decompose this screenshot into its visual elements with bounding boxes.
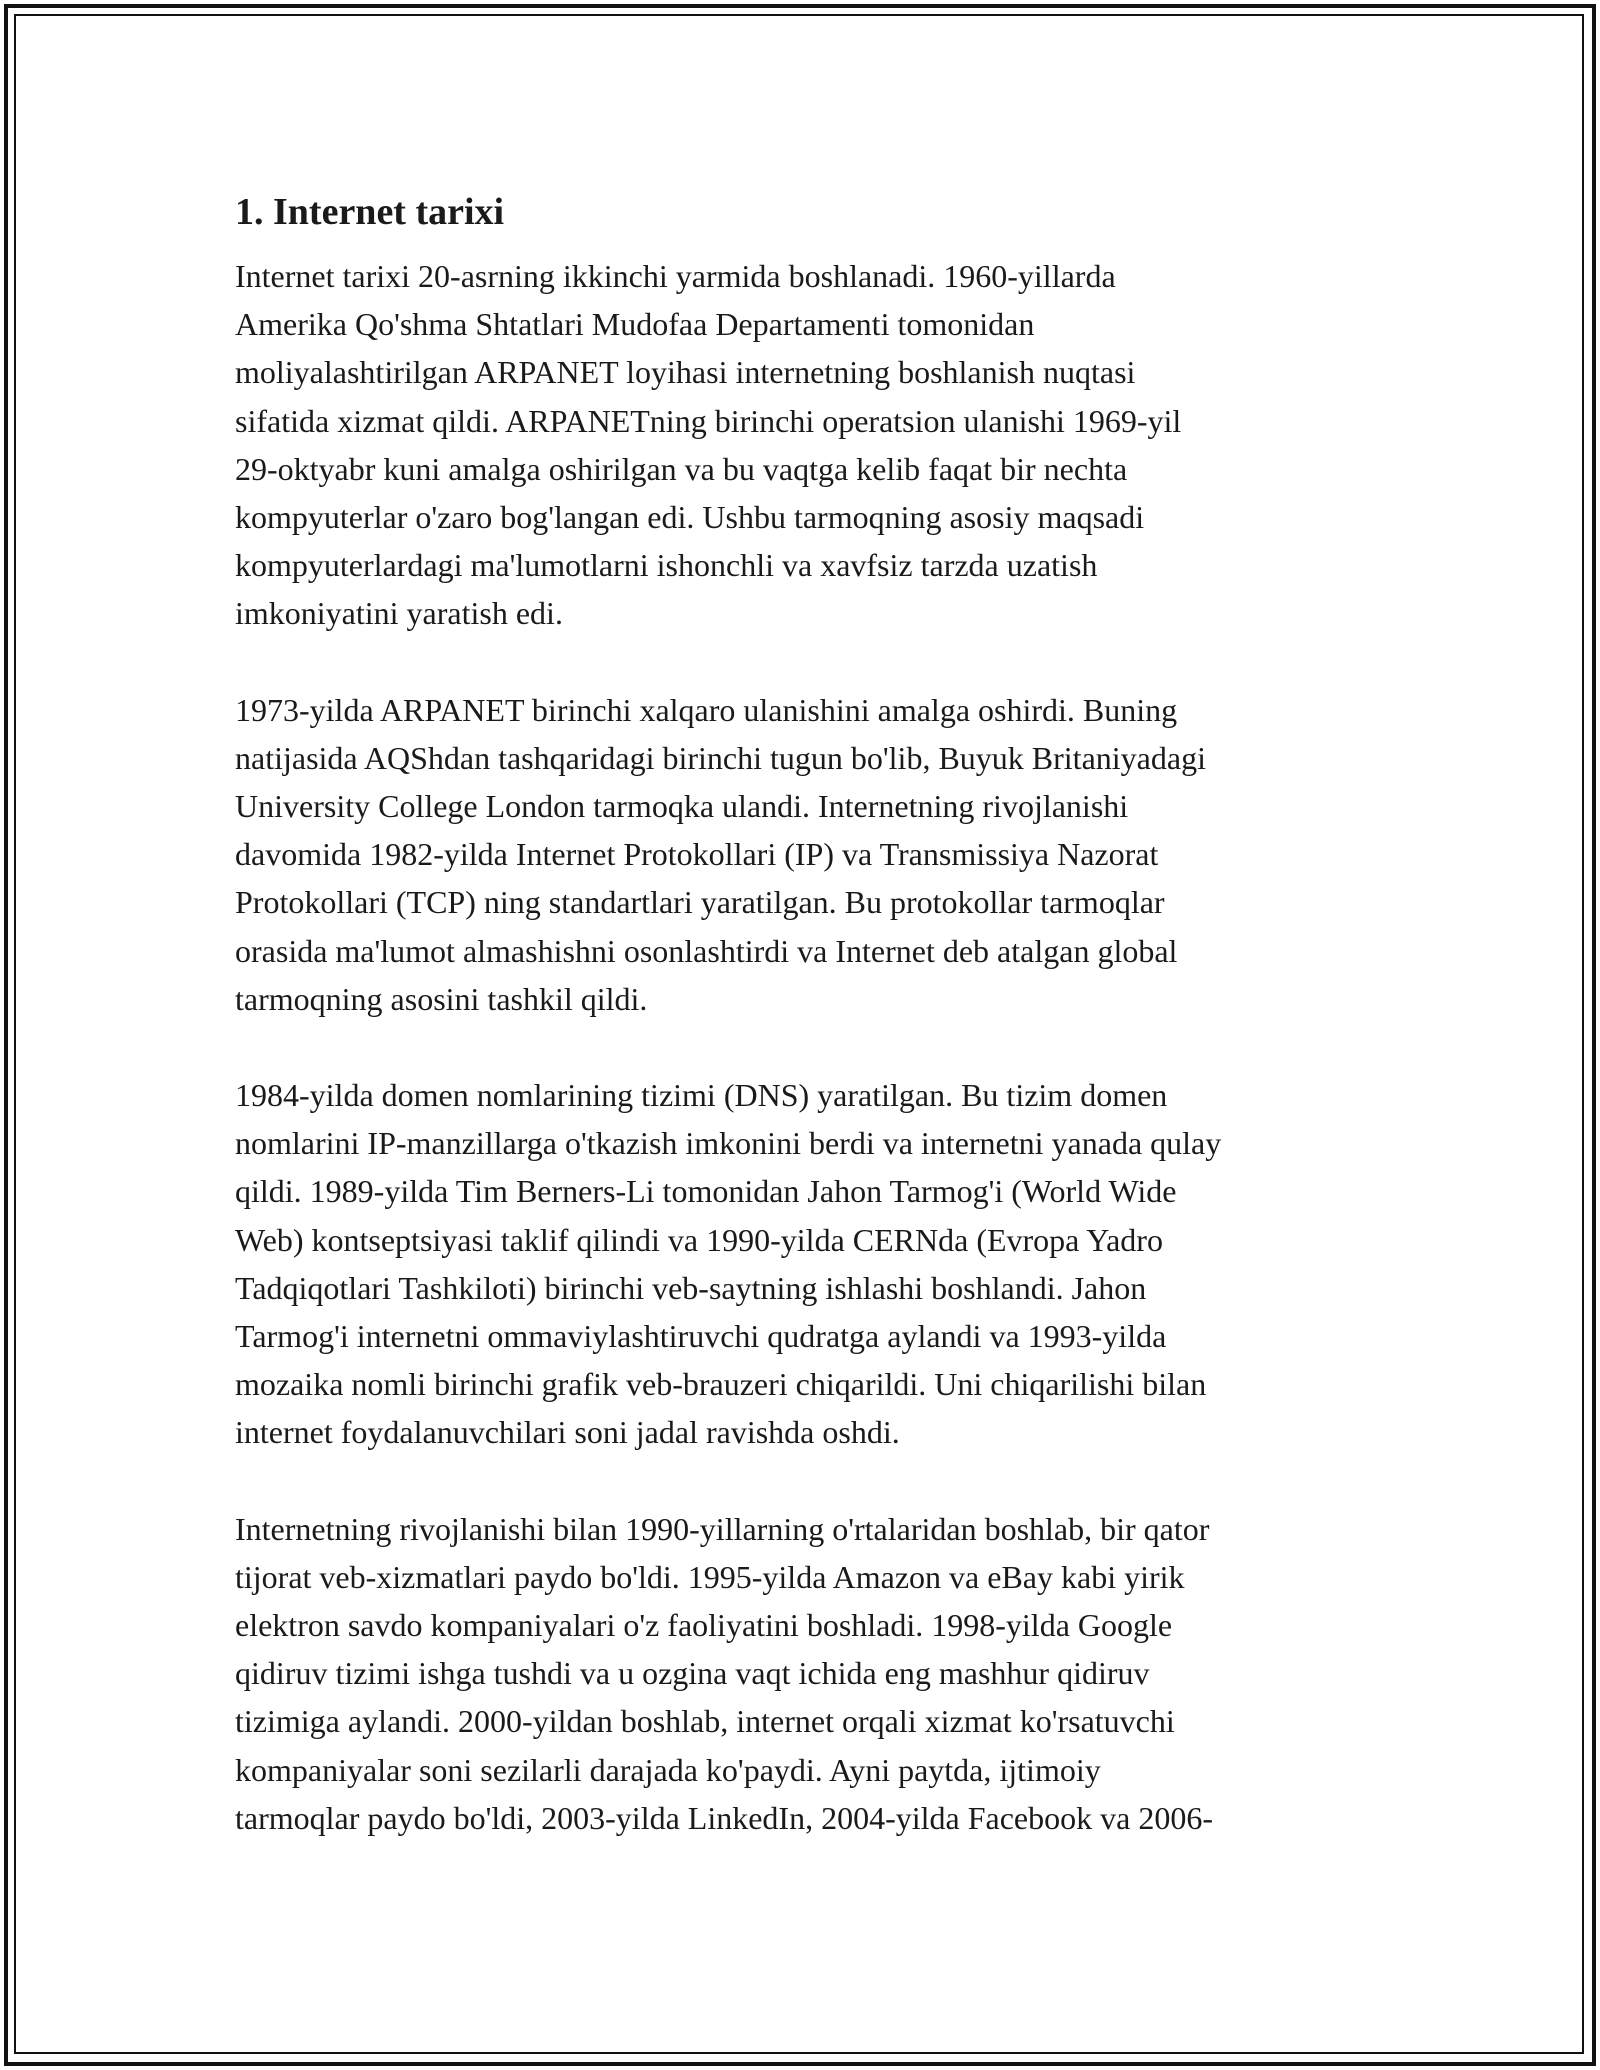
section-heading: 1. Internet tarixi: [235, 191, 505, 233]
paragraph-1: Internet tarixi 20-asrning ikkinchi yarmida boshlanadi. 1960-yillarda Amerika Qo'shma Shtatlari Mudofaa Departamenti tomonidan moliyalashtirilgan ARPANET loyihasi internetning boshlanish nuqtasi sifatida xizmat qildi. ARPANETning birinchi operatsion ulanishi 1969-yil 29-oktyabr kuni amalga oshirilgan va bu vaqtga kelib faqat bir nechta kompyuterlar o'zaro bog'langan edi. Ushbu tarmoqning asosiy maqsadi kompyuterlardagi ma'lumotlarni ishonchli va xavfsiz tarzda uzatish imkoniyatini yaratish edi.: [235, 258, 1182, 632]
paragraph-3: 1984-yilda domen nomlarining tizimi (DNS) yaratilgan. Bu tizim domen nomlarini IP-manzillarga o'tkazish imkonini berdi va internetni yanada qulay qildi. 1989-yilda Tim Berners-Li tomonidan Jahon Tarmog'i (World Wide Web) kontseptsiyasi taklif qilindi va 1990-yilda CERNda (Evropa Yadro Tadqiqotlari Tashkiloti) birinchi veb-saytning ishlashi boshlandi. Jahon Tarmog'i internetni ommaviylashtiruvchi qudratga aylandi va 1993-yilda mozaika nomli birinchi grafik veb-brauzeri chiqarildi. Uni chiqarilishi bilan internet foydalanuvchilari soni jadal ravishda oshdi.: [235, 1077, 1222, 1451]
document-body: [235, 186, 1385, 1890]
paragraph-4: Internetning rivojlanishi bilan 1990-yillarning o'rtalaridan boshlab, bir qator tijorat veb-xizmatlari paydo bo'ldi. 1995-yilda Amazon va eBay kabi yirik elektron savdo kompaniyalari o'z faoliyatini boshladi. 1998-yilda Google qidiruv tizimi ishga tushdi va u ozgina vaqt ichida eng mashhur qidiruv tizimiga aylandi. 2000-yildan boshlab, internet orqali xizmat ko'rsatuvchi kompaniyalar soni sezilarli darajada ko'paydi. Ayni paytda, ijtimoiy tarmoqlar paydo bo'ldi, 2003-yilda LinkedIn, 2004-yilda Facebook va 2006-: [235, 1510, 1213, 1836]
paragraph-2: 1973-yilda ARPANET birinchi xalqaro ulanishini amalga oshirdi. Buning natijasida AQShdan tashqaridagi birinchi tugun bo'lib, Buyuk Britaniyadagi University College London tarmoqka ulandi. Internetning rivojlanishi davomida 1982-yilda Internet Protokollari (IP) va Transmissiya Nazorat Protokollari (TCP) ning standartlari yaratilgan. Bu protokollar tarmoqlar orasida ma'lumot almashishni osonlashtirdi va Internet deb atalgan global tarmoqning asosini tashkil qildi.: [235, 691, 1206, 1017]
